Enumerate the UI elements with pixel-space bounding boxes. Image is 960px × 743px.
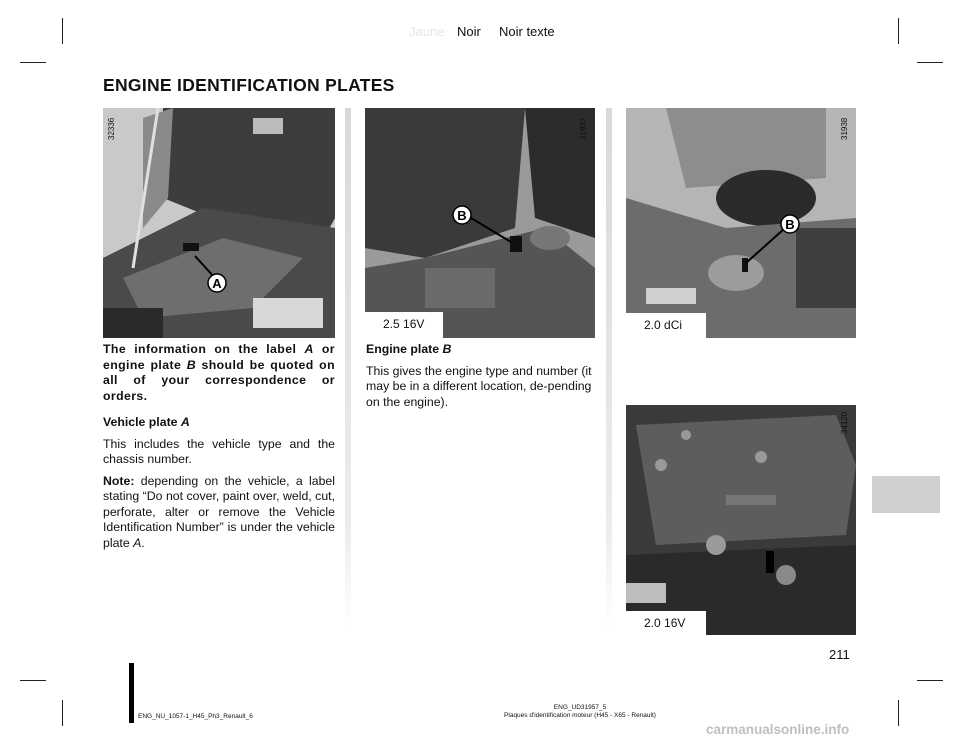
intro-text-a: The information on the label [103,342,305,356]
footer-right [480,704,680,720]
vehicle-plate-text: This includes the vehicle type and the chassis number. [103,436,335,466]
note-end: . [141,535,145,550]
intro-text-b: or engine plate [103,342,335,372]
caption-2-0-dci: 2.0 dCi [626,313,706,338]
marker-b-label: B [457,208,467,223]
intro-text-a-em: A [304,342,314,356]
photo-ref-31937: 31937 [579,117,588,140]
intro-text-b-em: B [186,357,196,372]
marker-a-label: A [212,276,222,291]
column-1-text [103,342,335,551]
engine-plate-heading-em: B [442,342,452,356]
crop-mark [20,62,46,63]
vehicle-plate-heading-em: A [180,415,190,429]
caption-2-0-16v: 2.0 16V [626,611,706,635]
engine-photo-2-5-16v [365,108,595,338]
vehicle-plate-heading-text: Vehicle plate [103,415,181,429]
section-tab [872,476,940,513]
crop-mark [917,62,943,63]
engine-photo-2-0-dci [626,108,856,338]
crop-mark [898,18,899,44]
photo-ref-32336: 32336 [107,117,116,140]
photo-ref-34120: 34120 [840,411,849,434]
engine-plate-heading [366,342,596,358]
note-text: depending on the vehicle, a label stating “Do not cover, paint over, weld, cut, perforate, alter or remove the Vehicle Identification Number” is under the vehicle plate [103,473,335,550]
page-number: 211 [829,647,850,662]
footer-right-line-2: Plaques d'identification moteur (H45 - X65 - Renault) [504,712,656,719]
page-title: ENGINE IDENTIFICATION PLATES [103,75,395,95]
column-divider [606,108,612,628]
intro-text-c: should be quoted on all of your correspondence or orders. [103,357,335,403]
crop-mark [917,680,943,681]
column-2-text [366,342,596,410]
crop-mark [20,680,46,681]
engine-photo-2-0-16v [626,405,856,635]
engine-bay-photo-a [103,108,335,338]
engine-plate-heading-text: Engine plate [366,342,443,356]
caption-2-5-16v: 2.5 16V [365,312,443,338]
crop-mark [62,700,63,726]
watermark: carmanualsonline.info [706,722,850,737]
vehicle-plate-heading [103,415,335,431]
note-label: Note: [103,473,135,488]
header-jaune: Jaune [409,24,445,39]
footer-left: ENG_NU_1057-1_H45_Ph3_Renault_6 [138,713,253,720]
crop-mark [62,18,63,44]
crop-mark [129,663,134,723]
note-em: A [133,535,142,550]
header-noir-texte: Noir texte [499,24,555,39]
footer-right-line-1: ENG_UD31957_5 [553,704,607,711]
engine-plate-text: This gives the engine type and number (it may be in a different location, de-pending on the engine). [366,363,592,409]
column-divider [345,108,351,628]
photo-ref-31938: 31938 [840,117,849,140]
intro-paragraph [103,342,335,404]
marker-b-label-2: B [785,217,795,232]
crop-mark [898,700,899,726]
note-paragraph [103,474,335,552]
header-noir: Noir [457,24,481,39]
